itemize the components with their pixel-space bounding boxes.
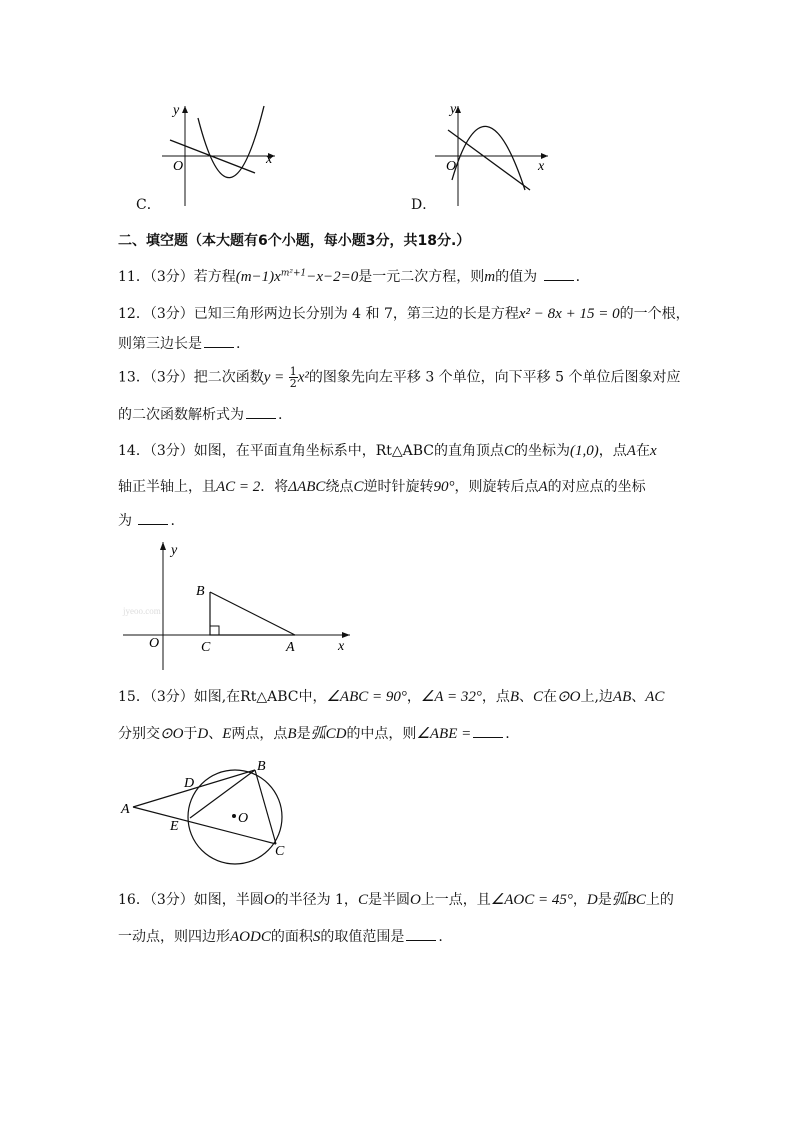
origin-label: O xyxy=(446,159,457,174)
y-axis-label: y xyxy=(450,102,457,117)
question-13-line1: 13．（3分）把二次函数y = $\frac{1}{2}$ x²的图象先向左平移 3 个单位，向下平移 5 个单位后图象对应 xyxy=(118,365,681,390)
option-c-label: C． xyxy=(136,197,161,213)
parabola xyxy=(452,126,525,190)
question-13-line2: 的二次函数解析式为 . xyxy=(118,407,283,423)
question-12-line2: 则第三边长是 . xyxy=(118,336,241,352)
answer-blank[interactable] xyxy=(204,335,234,348)
question-15-figure xyxy=(118,755,298,870)
point-c-label: C xyxy=(201,640,211,655)
point-o-label: O xyxy=(238,811,249,826)
question-16-line2: 一动点，则四边形AODC的面积S的取值范围是 . xyxy=(118,929,443,945)
triangle-abc xyxy=(210,592,295,635)
question-14-line1: 14．（3分）如图，在平面直角坐标系中，Rt△ABC的直角顶点C的坐标为(1,0)，点A在x xyxy=(118,443,657,459)
point-e-label: E xyxy=(170,819,179,834)
point-d-label: D xyxy=(184,776,195,791)
answer-blank[interactable] xyxy=(473,725,503,738)
question-15-line2: 分别交⊙O于D、E两点，点B是弧CD的中点，则∠ABE = . xyxy=(118,726,510,742)
graph-d xyxy=(430,98,555,210)
point-b-label: B xyxy=(196,584,205,599)
option-d-label: D． xyxy=(411,197,437,213)
question-11: 11．（3分）若方程$(m-1)x^{m^2+1}-x-2=0$是一元二次方程，则m的值为 . xyxy=(118,268,581,285)
fraction: $\frac{1}{2}$ xyxy=(289,365,297,390)
right-angle-mark xyxy=(210,626,219,635)
y-axis-label: y xyxy=(173,103,180,118)
x-axis-label: x xyxy=(338,639,345,654)
center-dot xyxy=(232,814,236,818)
y-arrow-icon xyxy=(160,542,166,550)
segment-ac xyxy=(133,807,276,844)
point-a-label: A xyxy=(121,802,130,817)
point-a-label: A xyxy=(286,640,295,655)
parabola xyxy=(198,106,264,178)
point-b-label: B xyxy=(257,759,266,774)
x-axis-label: x xyxy=(538,159,545,174)
question-15-line1: 15．（3分）如图,在Rt△ABC中，∠ABC = 90°，∠A = 32°，点B、C在⊙O上,边AB、AC xyxy=(118,689,665,705)
question-14-line2: 轴正半轴上，且AC = 2．将ΔABC绕点C逆时针旋转90°，则旋转后点A的对应点的坐标 xyxy=(118,479,646,495)
answer-blank[interactable] xyxy=(246,406,276,419)
x-axis-label: x xyxy=(266,152,273,167)
watermark: jyeoo.com xyxy=(123,606,161,616)
answer-blank[interactable] xyxy=(406,928,436,941)
point-c-label: C xyxy=(275,844,285,859)
x-arrow-icon xyxy=(342,632,350,638)
y-axis-label: y xyxy=(171,543,178,558)
section-title: 二、填空题（本大题有6个小题，每小题3分，共18分.） xyxy=(118,233,471,249)
line xyxy=(448,130,530,190)
y-arrow-icon xyxy=(182,106,188,113)
question-12-line1: 12．（3分）已知三角形两边长分别为 4 和 7，第三边的长是方程x² − 8x + 15 = 0的一个根， xyxy=(118,306,690,322)
question-16-line1: 16．（3分）如图，半圆O的半径为 1，C是半圆O上一点，且∠AOC = 45°，D是弧BC上的 xyxy=(118,892,674,908)
answer-blank[interactable] xyxy=(544,268,574,281)
question-14-line3: 为 . xyxy=(118,513,175,529)
question-14-figure xyxy=(118,538,358,673)
origin-label: O xyxy=(149,636,160,651)
answer-blank[interactable] xyxy=(138,512,168,525)
origin-label: O xyxy=(173,159,184,174)
